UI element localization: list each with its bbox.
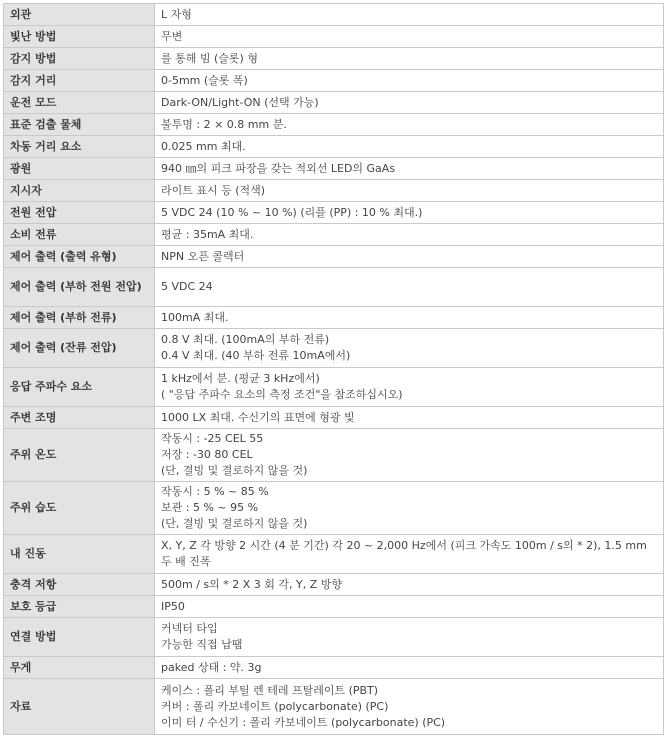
- spec-label: 무게: [4, 657, 155, 679]
- spec-value: 커넥터 타입 가능한 직접 납땜: [155, 618, 664, 657]
- spec-label: 제어 출력 (부하 전원 전압): [4, 268, 155, 307]
- spec-label: 제어 출력 (부하 전류): [4, 307, 155, 329]
- spec-row: [4, 535, 664, 574]
- spec-label: 지시자: [4, 180, 155, 202]
- spec-label: 차동 거리 요소: [4, 136, 155, 158]
- spec-row: [4, 482, 664, 535]
- spec-label: 감지 거리: [4, 70, 155, 92]
- spec-row: [4, 429, 664, 482]
- spec-row: [4, 307, 664, 329]
- spec-value: NPN 오픈 콜렉터: [155, 246, 664, 268]
- spec-value: Dark-ON/Light-ON (선택 가능): [155, 92, 664, 114]
- spec-label: 주변 조명: [4, 407, 155, 429]
- spec-label: 제어 출력 (출력 유형): [4, 246, 155, 268]
- spec-value: 작동시 : -25 CEL 55 저장 : -30 80 CEL (단, 결빙 및 결로하지 않을 것): [155, 429, 664, 482]
- spec-row: [4, 407, 664, 429]
- spec-label: 연결 방법: [4, 618, 155, 657]
- spec-row: [4, 368, 664, 407]
- spec-label: 내 진동: [4, 535, 155, 574]
- spec-value: 5 VDC 24: [155, 268, 664, 307]
- spec-row: [4, 268, 664, 307]
- spec-row: [4, 114, 664, 136]
- spec-row: [4, 4, 664, 26]
- spec-value: 100mA 최대.: [155, 307, 664, 329]
- spec-value: 라이트 표시 등 (적색): [155, 180, 664, 202]
- spec-value: paked 상태 : 약. 3g: [155, 657, 664, 679]
- spec-row: [4, 224, 664, 246]
- spec-row: [4, 596, 664, 618]
- spec-value: 0.8 V 최대. (100mA의 부하 전류) 0.4 V 최대. (40 부하 전류 10mA에서): [155, 329, 664, 368]
- spec-value: IP50: [155, 596, 664, 618]
- spec-label: 소비 전류: [4, 224, 155, 246]
- spec-label: 운전 모드: [4, 92, 155, 114]
- spec-value: 1 kHz에서 분. (평균 3 kHz에서) ( "응답 주파수 요소의 측정 조건"을 참조하십시오): [155, 368, 664, 407]
- spec-label: 주위 습도: [4, 482, 155, 535]
- spec-row: [4, 618, 664, 657]
- spec-label: 주위 온도: [4, 429, 155, 482]
- spec-row: [4, 202, 664, 224]
- spec-value: 작동시 : 5 % ~ 85 % 보관 : 5 % ~ 95 % (단, 결빙 및 결로하지 않을 것): [155, 482, 664, 535]
- spec-row: [4, 136, 664, 158]
- spec-value: 940 ㎚의 피크 파장을 갖는 적외선 LED의 GaAs: [155, 158, 664, 180]
- spec-row: [4, 48, 664, 70]
- spec-value: 를 통해 빔 (슬롯) 형: [155, 48, 664, 70]
- spec-label: 충격 저항: [4, 574, 155, 596]
- spec-label: 전원 전압: [4, 202, 155, 224]
- spec-label: 제어 출력 (잔류 전압): [4, 329, 155, 368]
- spec-value: X, Y, Z 각 방향 2 시간 (4 분 기간) 각 20 ~ 2,000 Hz에서 (피크 가속도 100m / s의 * 2), 1.5 mm 두 배 진폭: [155, 535, 664, 574]
- spec-row: [4, 657, 664, 679]
- spec-value: 1000 LX 최대. 수신기의 표면에 형광 빛: [155, 407, 664, 429]
- spec-value: L 자형: [155, 4, 664, 26]
- spec-value: 0.025 mm 최대.: [155, 136, 664, 158]
- spec-table-body: [4, 4, 664, 735]
- spec-label: 빛난 방법: [4, 26, 155, 48]
- spec-value: 케이스 : 폴리 부틸 렌 테레 프탈레이트 (PBT) 커버 : 폴리 카보네이트 (polycarbonate) (PC) 이미 터 / 수신기 : 폴리 카보네이트 (polycarbonate) (PC): [155, 679, 664, 735]
- spec-row: [4, 158, 664, 180]
- spec-label: 자료: [4, 679, 155, 735]
- spec-row: [4, 329, 664, 368]
- spec-value: 무변: [155, 26, 664, 48]
- spec-row: [4, 180, 664, 202]
- spec-row: [4, 574, 664, 596]
- spec-label: 광원: [4, 158, 155, 180]
- spec-label: 표준 검출 물체: [4, 114, 155, 136]
- spec-value: 5 VDC 24 (10 % ~ 10 %) (리플 (PP) : 10 % 최대.): [155, 202, 664, 224]
- spec-row: [4, 92, 664, 114]
- spec-row: [4, 26, 664, 48]
- spec-value: 0-5mm (슬롯 폭): [155, 70, 664, 92]
- spec-value: 500m / s의 * 2 X 3 회 각, Y, Z 방향: [155, 574, 664, 596]
- spec-value: 평균 : 35mA 최대.: [155, 224, 664, 246]
- spec-label: 감지 방법: [4, 48, 155, 70]
- spec-table: [3, 3, 664, 735]
- spec-label: 외관: [4, 4, 155, 26]
- spec-label: 응답 주파수 요소: [4, 368, 155, 407]
- spec-row: [4, 246, 664, 268]
- spec-label: 보호 등급: [4, 596, 155, 618]
- spec-value: 불투명 : 2 × 0.8 mm 분.: [155, 114, 664, 136]
- spec-row: [4, 70, 664, 92]
- spec-row: [4, 679, 664, 735]
